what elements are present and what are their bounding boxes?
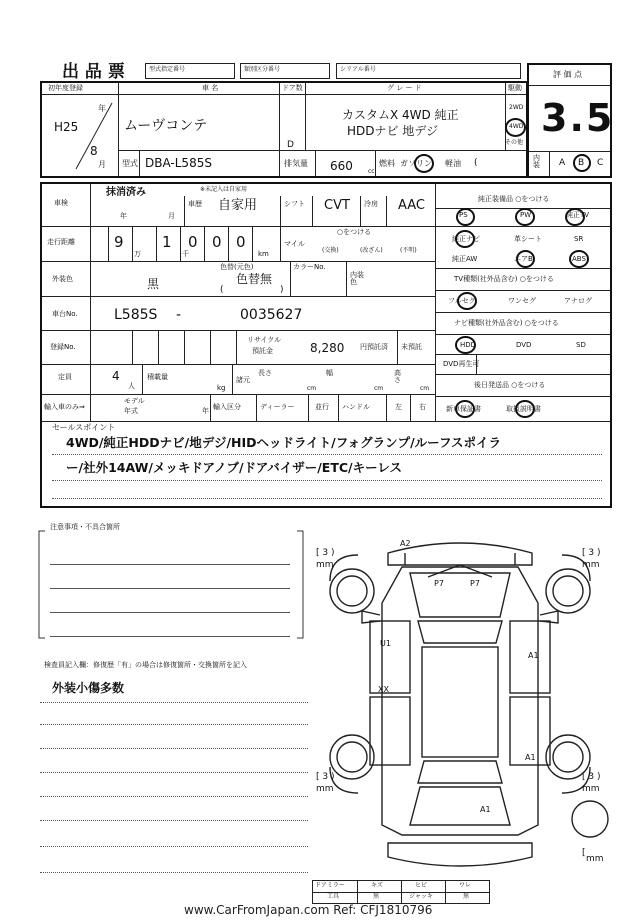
tv-item: アナログ bbox=[564, 297, 592, 305]
damage-mark: P7 bbox=[434, 579, 444, 588]
car-damage-diagram bbox=[310, 525, 610, 875]
mileage-digit: 0 bbox=[212, 233, 222, 251]
mileage-digit: 0 bbox=[236, 233, 246, 251]
fullseg-circle bbox=[457, 292, 477, 310]
interior-grade-circle bbox=[573, 154, 591, 172]
score-box: 評 価 点 3.5 内装 A B C bbox=[527, 63, 612, 178]
damage-mark: A1 bbox=[480, 805, 491, 814]
type-code-box: 型式指定番号 bbox=[145, 63, 235, 79]
svg-text:mm: mm bbox=[316, 560, 334, 570]
damage-mark: A1 bbox=[528, 651, 539, 660]
svg-text:[ 3 ): [ 3 ) bbox=[582, 548, 601, 558]
tv-item: フルセグ bbox=[448, 297, 476, 305]
model-code: DBA-L585S bbox=[145, 156, 212, 170]
equip-item: ABS bbox=[572, 255, 586, 263]
svg-text:[ 3 ): [ 3 ) bbox=[316, 772, 335, 782]
equip-item: 純正AW bbox=[452, 255, 478, 263]
damage-mark: P7 bbox=[470, 579, 480, 588]
svg-text:mm: mm bbox=[582, 560, 600, 570]
serial-box: シリアル番号 bbox=[336, 63, 521, 79]
damage-mark: A1 bbox=[525, 753, 536, 762]
score-value: 3.5 bbox=[541, 96, 615, 140]
equip-item: 純正TV bbox=[566, 211, 590, 219]
grade-line1: カスタムX 4WD 純正 bbox=[342, 108, 459, 122]
navi-circle bbox=[455, 230, 475, 248]
equip-item: エアB bbox=[514, 255, 533, 263]
form-title: 出 品 票 bbox=[62, 62, 125, 82]
car-name: ムーヴコンテ bbox=[124, 118, 208, 134]
equip-item: PW bbox=[520, 211, 532, 219]
manual-circle bbox=[515, 400, 535, 418]
navi-item: SD bbox=[576, 341, 586, 349]
navi-item: DVD bbox=[516, 341, 532, 349]
svg-text:[: [ bbox=[582, 848, 586, 858]
4wd-circle bbox=[505, 118, 526, 137]
pw-circle bbox=[515, 208, 535, 226]
details-block: 車検 抹消済み 年 月 ※未記入は自家用 車歴 自家用 シフト CVT 冷房 AAC 走行距離 9 1 0 0 0 万 千 km マイル ○をつける (交換) (改ざん) (不明) 外装色 黒 色替(元色) 色替無 ( ) カラーNo. 内装色 車台No. L585S - 0035627 登録No. リサイクル 預託金 8,280 円預託済 未預託 定員 4 人 積載量 kg 諸元 長さ cm 幅 cm 高さ cm 輸入車のみ⇒ モデル 年式 年 輸入区分 ディーラー 並行 ハンドル 左 右 純正装備品 ○をつける PS PW 純正TV 純正ナビ 革シート SR 純正AW エアB ABS TV種類(社外品含む) ○をつける フルセグ ワンセグ アナログ ナビ種類(社外品含む) ○をつける HDD DVD SD DVD再生可 後日発送品 ○をつける 新車保証書 取扱説明書 セールスポイント 4WD/純正HDDナビ/地デジ/HIDヘッドライト/フォグランプ/ルーフスポイラ ー/社外14AW/メッキドアノブ/ドアバイザー/ETC/キーレス bbox=[40, 182, 612, 508]
fuel-circle bbox=[414, 154, 434, 173]
svg-text:mm: mm bbox=[582, 784, 600, 794]
tv-circle bbox=[565, 208, 585, 226]
later-item: 新車保証書 bbox=[446, 405, 481, 413]
mileage-digit: 1 bbox=[162, 233, 172, 251]
damage-mark: A2 bbox=[400, 539, 411, 548]
equip-item: SR bbox=[574, 235, 584, 243]
airbag-circle bbox=[516, 250, 535, 268]
vehicle-block: 初年度登録 車 名 ドア数 グ レ ー ド 駆動 2WD 4WD その他 H25 年 8 月 ムーヴコンテ D カスタムX 4WD 純正 HDDナビ 地デジ 型式 DBA-L585S 排気量 660 cc 燃料 ガソリン 軽油 ( bbox=[40, 81, 528, 178]
navi-item: HDD bbox=[460, 341, 477, 349]
watermark: www.CarFromJapan.com Ref: CFJ1810796 bbox=[184, 903, 433, 917]
grade-line2: HDDナビ 地デジ bbox=[347, 124, 439, 138]
sales-point-line1: 4WD/純正HDDナビ/地デジ/HIDヘッドライト/フォグランプ/ルーフスポイラ bbox=[66, 435, 502, 450]
equip-item: 純正ナビ bbox=[452, 235, 480, 243]
svg-text:mm: mm bbox=[316, 784, 334, 794]
equip-item: PS bbox=[459, 211, 468, 219]
equip-item: 革シート bbox=[514, 235, 542, 243]
mileage-digit: 9 bbox=[114, 233, 124, 251]
damage-mark: U1 bbox=[380, 639, 391, 648]
legend-table: ドアミラー キズ ヒビ ワレ 工具 無 ジャッキ 無 bbox=[312, 880, 490, 904]
damage-mark: XX bbox=[378, 685, 389, 694]
hdd-circle bbox=[455, 336, 476, 354]
abs-circle bbox=[569, 250, 589, 268]
mileage-digit: 0 bbox=[188, 233, 198, 251]
sales-point-line2: ー/社外14AW/メッキドアノブ/ドアバイザー/ETC/キーレス bbox=[66, 460, 402, 475]
tv-item: ワンセグ bbox=[508, 297, 536, 305]
svg-text:[ 3 ): [ 3 ) bbox=[582, 772, 601, 782]
class-code-box: 類別区分番号 bbox=[240, 63, 330, 79]
svg-text:[ 3 ): [ 3 ) bbox=[316, 548, 335, 558]
later-item: 取扱説明書 bbox=[506, 405, 541, 413]
ps-circle bbox=[456, 208, 475, 226]
chassis-number: 0035627 bbox=[240, 307, 303, 323]
warranty-circle bbox=[455, 400, 475, 418]
handwritten-note: 外装小傷多数 bbox=[52, 681, 125, 695]
svg-text:mm: mm bbox=[586, 854, 604, 864]
